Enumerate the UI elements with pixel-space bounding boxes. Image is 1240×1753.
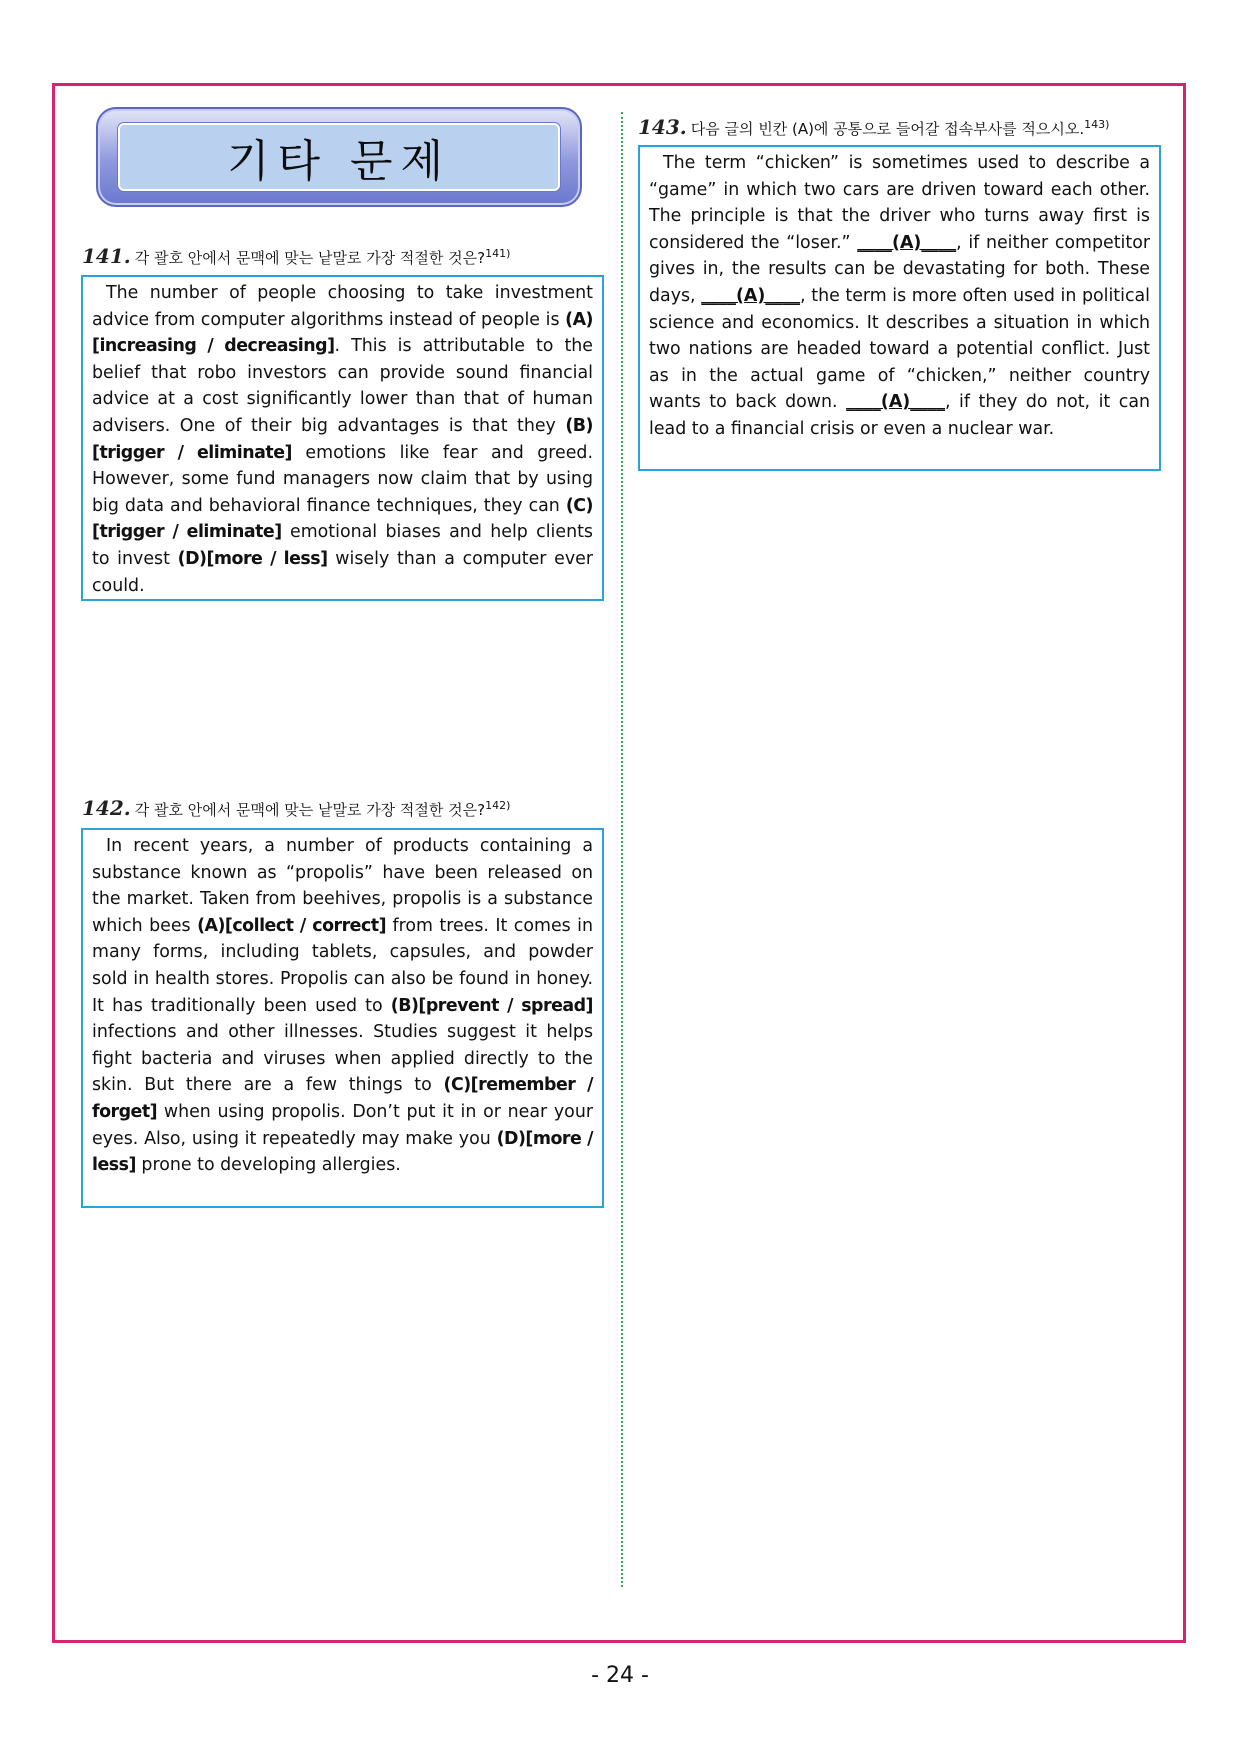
footnote-ref: 141) [485, 247, 511, 260]
bracket-choice: (A)[increasing / decreasing] [92, 309, 593, 357]
question-number: 142. [82, 796, 131, 820]
answer-blank: ____(A)____ [701, 285, 801, 306]
footnote-ref: 142) [485, 799, 511, 812]
bracket-choice: (B)[trigger / eliminate] [92, 415, 593, 463]
question-prompt: 다음 글의 빈칸 (A)에 공통으로 들어갈 접속부사를 적으시오. [690, 120, 1085, 138]
column-divider [621, 112, 623, 1587]
page-number: - 24 - [591, 1663, 649, 1688]
bracket-choice: (C)[trigger / eliminate] [92, 495, 593, 543]
question-141-passage [81, 275, 604, 601]
title-banner [96, 107, 582, 207]
question-142-passage [81, 828, 604, 1208]
question-prompt: 각 괄호 안에서 문맥에 맞는 낱말로 가장 적절한 것은? [134, 801, 486, 819]
question-141-header [82, 244, 510, 268]
page-title: 기타 문제 [226, 136, 451, 187]
question-142-header [82, 796, 510, 820]
title-banner-inner [118, 123, 560, 191]
question-number: 143. [638, 115, 687, 139]
footnote-ref: 143) [1084, 118, 1110, 131]
question-number: 141. [82, 244, 131, 268]
passage-text: The number of people choosing to take investment advice from computer algorithms instead of people is (A)[increasing / decreasing]. This is attributable to the belief that robo investors can provide sound financial advice at a cost significantly lower than that of human advisers. One of their big advantages is that they (B)[trigger / eliminate] emotions like fear and greed. However, some fund managers now claim that by using big data and behavioral finance techniques, they can (C)[trigger / eliminate] emotional biases and help clients to invest (D)[more / less] wisely than a computer ever could. [92, 283, 593, 596]
question-143-passage [638, 145, 1161, 471]
bracket-choice: (A)[collect / correct] [197, 915, 387, 936]
passage-text: The term “chicken” is sometimes used to describe a “game” in which two cars are driven toward each other. The principle is that the driver who turns away first is considered the “loser.” ____(A)____, if neither competitor gives in, the results can be devastating for both. These days, ____(A)____, the term is more often used in political science and economics. It describes a situation in which two nations are headed toward a potential conflict. Just as in the actual game of “chicken,” neither country wants to back down. ____(A)____, if they do not, it can lead to a financial crisis or even a nuclear war. [649, 153, 1151, 439]
bracket-choice: (C)[remember / forget] [92, 1075, 593, 1122]
bracket-choice: (B)[prevent / spread] [390, 995, 593, 1016]
answer-blank: ____(A)____ [857, 232, 957, 253]
answer-blank: ____(A)____ [846, 392, 946, 413]
bracket-choice: (D)[more / less] [177, 548, 328, 569]
bracket-choice: (D)[more / less] [92, 1128, 593, 1176]
passage-text: In recent years, a number of products containing a substance known as “propolis” have been released on the market. Taken from beehives, propolis is a substance which bees (A)[collect / correct] from trees. It comes in many forms, including tablets, capsules, and powder sold in health stores. Propolis can also be found in honey. It has traditionally been used to (B)[prevent / spread] infections and other illnesses. Studies suggest it helps fight bacteria and viruses when applied directly to the skin. But there are a few things to (C)[remember / forget] when using propolis. Don’t put it in or near your eyes. Also, using it repeatedly may make you (D)[more / less] prone to developing allergies. [92, 836, 594, 1176]
question-prompt: 각 괄호 안에서 문맥에 맞는 낱말로 가장 적절한 것은? [134, 249, 486, 267]
question-143-header [638, 115, 1109, 139]
